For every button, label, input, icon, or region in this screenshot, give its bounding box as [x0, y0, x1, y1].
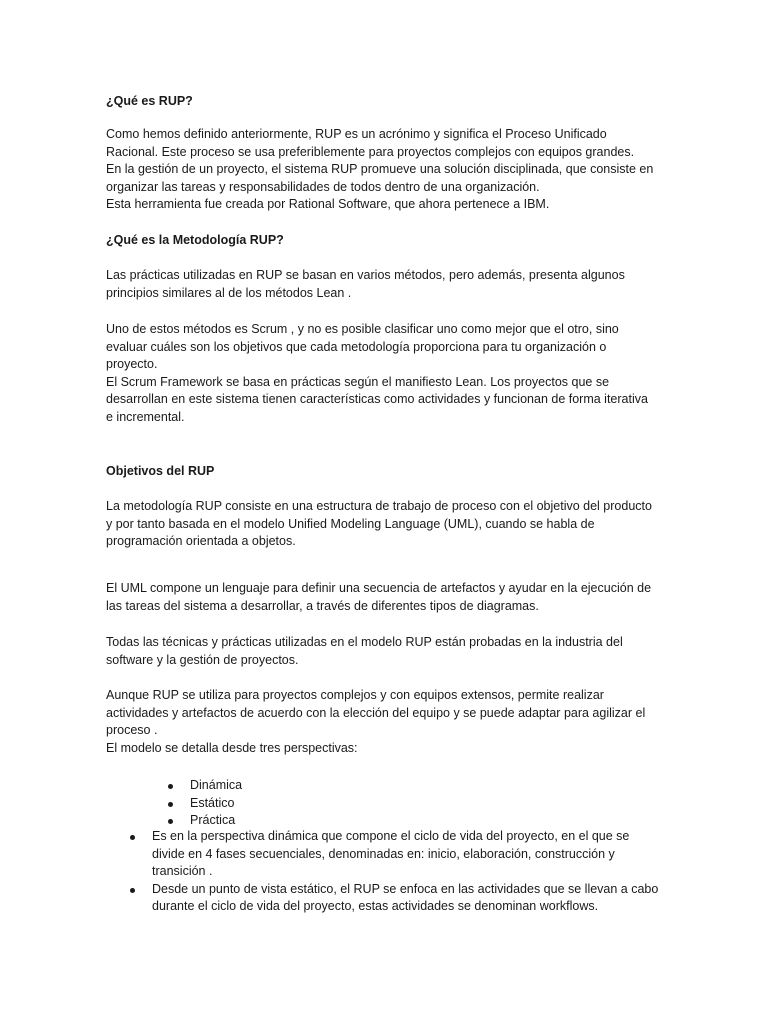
heading-objetivos-rup: Objetivos del RUP [106, 464, 215, 478]
text-line: durante el ciclo de vida del proyecto, estas actividades se denominan workflows. [152, 899, 599, 914]
text-line: proceso . [106, 723, 158, 738]
heading-metodologia-rup: ¿Qué es la Metodología RUP? [106, 233, 284, 247]
perspective-details-list [152, 828, 662, 916]
list-item [152, 828, 662, 881]
text-line: El Scrum Framework se basa en prácticas según el manifiesto Lean. Los proyectos que se [106, 374, 610, 389]
text-line: Es en la perspectiva dinámica que compone el ciclo de vida del proyecto, en el que se [152, 829, 630, 843]
text-line: Racional. Este proceso se usa preferiblemente para proyectos complejos con equipos grandes. [106, 144, 635, 159]
text-line: software y la gestión de proyectos. [106, 652, 299, 667]
text-line: Las prácticas utilizadas en RUP se basan en varios métodos, pero además, presenta algunos [106, 268, 625, 282]
text-line: organizar las tareas y responsabilidades de todos dentro de una organización. [106, 179, 540, 194]
heading-que-es-rup: ¿Qué es RUP? [106, 94, 193, 108]
text-line: programación orientada a objetos. [106, 534, 296, 549]
text-line: principios similares al de los métodos Lean . [106, 285, 352, 300]
text-line: El modelo se detalla desde tres perspectivas: [106, 740, 358, 755]
text-line: e incremental. [106, 409, 185, 424]
text-line: Como hemos definido anteriormente, RUP es un acrónimo y significa el Proceso Unificado [106, 127, 607, 141]
list-item: Estático [190, 795, 670, 813]
text-line: proyecto. [106, 357, 158, 372]
list-item [152, 881, 662, 916]
paragraph-estructura [106, 498, 666, 551]
text-line: Esta herramienta fue creada por Rational Software, que ahora pertenece a IBM. [106, 197, 550, 212]
paragraph-intro [106, 126, 666, 214]
text-line: actividades y artefactos de acuerdo con la elección del equipo y se puede adaptar para agilizar el [106, 705, 646, 720]
text-line: transición . [152, 864, 213, 879]
text-line: En la gestión de un proyecto, el sistema RUP promueve una solución disciplinada, que consiste en [106, 162, 654, 177]
list-item: Dinámica [190, 777, 670, 795]
text-line: La metodología RUP consiste en una estructura de trabajo de proceso con el objetivo del producto [106, 499, 652, 513]
paragraph-scrum [106, 321, 666, 427]
text-line: Desde un punto de vista estático, el RUP se enfoca en las actividades que se llevan a cabo [152, 881, 659, 896]
perspectives-list [190, 777, 670, 830]
text-line: divide en 4 fases secuenciales, denominadas en: inicio, elaboración, construcción y [152, 846, 615, 861]
text-line: las tareas del sistema a desarrollar, a través de diferentes tipos de diagramas. [106, 598, 539, 613]
text-line: El UML compone un lenguaje para definir una secuencia de artefactos y ayudar en la ejecución de [106, 581, 652, 595]
text-line: y por tanto basada en el modelo Unified Modeling Language (UML), cuando se habla de [106, 516, 595, 531]
text-line: Todas las técnicas y prácticas utilizadas en el modelo RUP están probadas en la industria del [106, 635, 623, 649]
text-line: Uno de estos métodos es Scrum , y no es posible clasificar uno como mejor que el otro, sino [106, 322, 619, 336]
paragraph-tecnicas [106, 634, 666, 669]
text-line: evaluar cuáles son los objetivos que cada metodología proporciona para tu organización o [106, 339, 607, 354]
paragraph-practicas [106, 267, 666, 302]
text-line: desarrollan en este sistema tienen características como actividades y funcionan de forma iterativa [106, 392, 648, 407]
list-item: Práctica [190, 812, 670, 830]
paragraph-aunque [106, 687, 666, 757]
text-line: Aunque RUP se utiliza para proyectos complejos y con equipos extensos, permite realizar [106, 688, 604, 702]
paragraph-uml [106, 580, 666, 615]
